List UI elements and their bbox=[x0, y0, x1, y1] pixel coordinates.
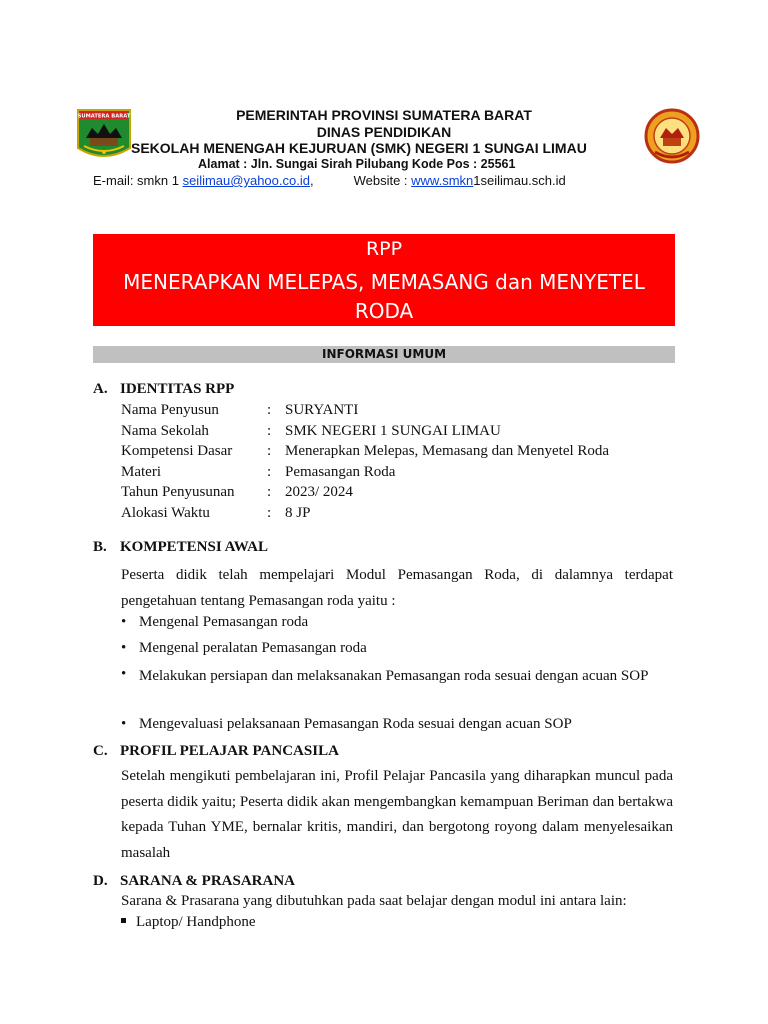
section-b-paragraph: Peserta didik telah mempelajari Modul Pemasangan Roda, di dalamnya terdapat pengetahuan tentang Pemasangan roda yaitu : bbox=[121, 567, 673, 609]
title-banner bbox=[93, 234, 675, 326]
identity-row bbox=[121, 402, 358, 419]
website-prefix: Website : bbox=[353, 173, 412, 188]
list-item bbox=[121, 914, 256, 931]
identity-row bbox=[121, 505, 310, 522]
identity-row bbox=[121, 423, 501, 440]
section-c-heading bbox=[93, 743, 339, 760]
bullet-dot-icon: • bbox=[121, 716, 127, 732]
row-separator: : bbox=[267, 463, 272, 480]
section-title: KOMPETENSI AWAL bbox=[120, 539, 268, 555]
row-label: Nama Sekolah bbox=[121, 422, 209, 439]
row-value: SMK NEGERI 1 SUNGAI LIMAU bbox=[285, 422, 501, 439]
bullet-dot-icon: • bbox=[121, 640, 127, 656]
list-item-text: Mengenal peralatan Pemasangan roda bbox=[139, 640, 367, 656]
letterhead-government-line: PEMERINTAH PROVINSI SUMATERA BARAT bbox=[236, 107, 532, 123]
list-item-text: Mengenal Pemasangan roda bbox=[139, 614, 309, 630]
row-label: Materi bbox=[121, 463, 161, 480]
website-suffix: 1seilimau.sch.id bbox=[473, 173, 566, 188]
section-title: IDENTITAS RPP bbox=[120, 381, 235, 397]
email-link[interactable]: seilimau@yahoo.co.id bbox=[182, 173, 310, 188]
section-b-heading bbox=[93, 539, 268, 556]
bullet-dot-icon: • bbox=[121, 666, 127, 682]
row-separator: : bbox=[267, 484, 272, 500]
list-item bbox=[121, 640, 367, 657]
identity-row bbox=[121, 443, 609, 460]
row-label: Kompetensi Dasar bbox=[121, 443, 233, 459]
section-letter: B. bbox=[93, 539, 107, 555]
bullet-dot-icon: • bbox=[121, 614, 127, 630]
row-separator: : bbox=[267, 422, 272, 439]
letterhead-school-name: SEKOLAH MENENGAH KEJURUAN (SMK) NEGERI 1 SUNGAI LIMAU bbox=[131, 140, 587, 156]
website-link[interactable]: www.smkn bbox=[411, 173, 474, 188]
email-suffix: , bbox=[309, 173, 314, 188]
row-separator: : bbox=[267, 443, 272, 459]
row-value: Pemasangan Roda bbox=[285, 463, 396, 480]
section-a-heading bbox=[93, 381, 234, 398]
identity-row bbox=[121, 484, 353, 501]
letterhead-address: Alamat : Jln. Sungai Sirah Pilubang Kode Pos : 25561 bbox=[198, 157, 516, 171]
row-separator: : bbox=[267, 504, 272, 521]
list-item-text: Laptop/ Handphone bbox=[136, 914, 256, 930]
list-item bbox=[121, 666, 139, 683]
letterhead-department-line: DINAS PENDIDIKAN bbox=[316, 124, 452, 140]
section-letter: A. bbox=[93, 381, 108, 397]
section-letter: C. bbox=[93, 743, 108, 759]
row-value: 8 JP bbox=[285, 504, 311, 521]
row-value: SURYANTI bbox=[285, 402, 359, 418]
row-label: Alokasi Waktu bbox=[121, 504, 210, 521]
section-title: SARANA & PRASARANA bbox=[120, 873, 296, 889]
section-title: PROFIL PELAJAR PANCASILA bbox=[120, 743, 339, 759]
row-value: 2023/ 2024 bbox=[285, 484, 353, 500]
banner-title-rpp: RPP bbox=[365, 238, 403, 260]
section-c-paragraph: Setelah mengikuti pembelajaran ini, Profil Pelajar Pancasila yang diharapkan muncul pada peserta didik yaitu; Peserta didik akan mengembangkan kemampuan Beriman dan bertakwa kepada Tuhan YME, bernalar kritis, mandiri, dan bergotong royong dalam menyelesaikan masalah bbox=[121, 768, 673, 861]
row-separator: : bbox=[267, 402, 272, 418]
banner-title-main: MENERAPKAN MELEPAS, MEMASANG dan MENYETEL RODA bbox=[123, 270, 645, 323]
letterhead-contact-line bbox=[93, 173, 566, 188]
section-letter: D. bbox=[93, 873, 108, 889]
row-value: Menerapkan Melepas, Memasang dan Menyetel Roda bbox=[285, 443, 610, 459]
list-item-text: Melakukan persiapan dan melaksanakan Pemasangan roda sesuai dengan acuan SOP bbox=[139, 668, 649, 684]
list-item-text: Mengevaluasi pelaksanaan Pemasangan Roda sesuai dengan acuan SOP bbox=[139, 716, 572, 732]
identity-row bbox=[121, 464, 395, 481]
svg-text:SUMATERA BARAT: SUMATERA BARAT bbox=[77, 113, 131, 120]
row-label: Nama Penyusun bbox=[121, 402, 219, 418]
list-item bbox=[121, 716, 572, 733]
square-bullet-icon bbox=[121, 918, 126, 923]
list-item bbox=[121, 614, 308, 631]
email-prefix: E-mail: smkn 1 bbox=[93, 173, 183, 188]
row-label: Tahun Penyusunan bbox=[121, 484, 235, 500]
section-d-paragraph: Sarana & Prasarana yang dibutuhkan pada saat belajar dengan modul ini antara lain: bbox=[121, 893, 627, 909]
section-d-heading bbox=[93, 873, 295, 890]
info-umum-bar: INFORMASI UMUM bbox=[93, 346, 675, 363]
